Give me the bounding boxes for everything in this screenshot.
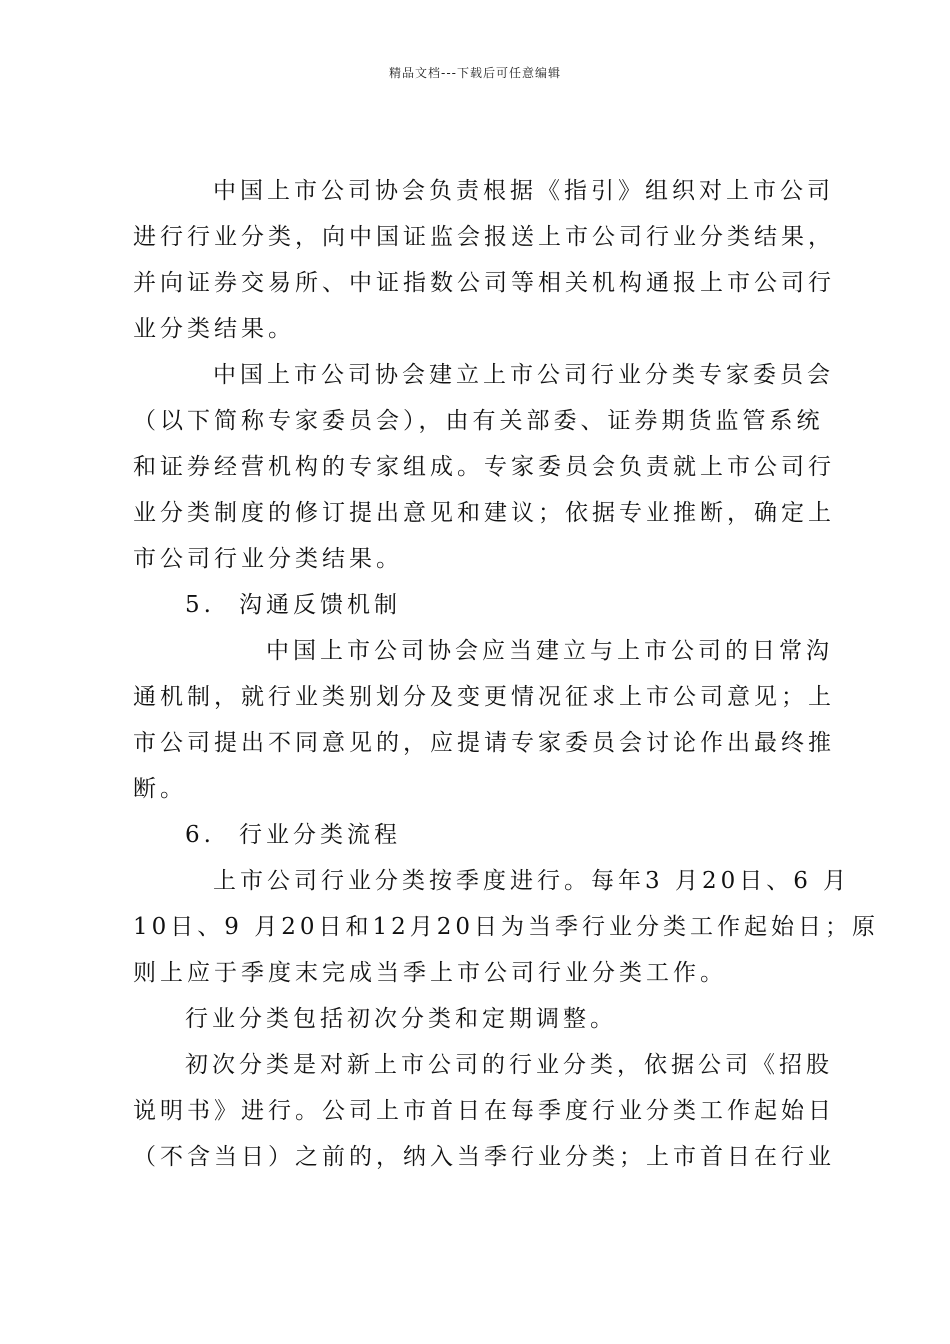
paragraph-line: 说明书》进行。公司上市首日在每季度行业分类工作起始日 [133, 1098, 835, 1124]
paragraph-line: 初次分类是对新上市公司的行业分类，依据公司《招股 [185, 1052, 833, 1078]
paragraph-line: 通机制，就行业类别划分及变更情况征求上市公司意见；上 [133, 684, 835, 710]
section-title: 行业分类流程 [239, 822, 401, 848]
section-number: 5. [185, 592, 215, 618]
paragraph-line: 上市公司行业分类按季度进行。每年3 月20日、6 月 [213, 868, 851, 894]
section-number: 6. [185, 822, 215, 848]
paragraph-line: 10日、9 月20日和12月20日为当季行业分类工作起始日；原 [133, 914, 880, 940]
paragraph-line: 业分类结果。 [133, 316, 295, 342]
paragraph-line: 进行行业分类，向中国证监会报送上市公司行业分类结果， [133, 224, 835, 250]
section-title: 沟通反馈机制 [239, 592, 401, 618]
paragraph-line: （不含当日）之前的，纳入当季行业分类；上市首日在行业 [133, 1144, 835, 1170]
paragraph-line: 行业分类包括初次分类和定期调整。 [185, 1006, 617, 1032]
paragraph-line: 市公司行业分类结果。 [133, 546, 403, 572]
paragraph-line: 则上应于季度末完成当季上市公司行业分类工作。 [133, 960, 727, 986]
document-body [133, 168, 880, 1180]
page-header: 精品文档---下载后可任意编辑 [389, 66, 561, 80]
paragraph-line: 业分类制度的修订提出意见和建议；依据专业推断，确定上 [133, 500, 835, 526]
paragraph-line: 和证券经营机构的专家组成。专家委员会负责就上市公司行 [133, 454, 835, 480]
paragraph-line: 断。 [133, 776, 187, 802]
paragraph-line: 中国上市公司协会负责根据《指引》组织对上市公司 [213, 178, 834, 204]
paragraph-line: 中国上市公司协会应当建立与上市公司的日常沟 [266, 638, 833, 664]
section-heading-6 [133, 812, 823, 858]
paragraph-line: 并向证券交易所、中证指数公司等相关机构通报上市公司行 [133, 270, 835, 296]
section-heading-5 [133, 582, 823, 628]
paragraph-line: 市公司提出不同意见的，应提请专家委员会讨论作出最终推 [133, 730, 835, 756]
paragraph-line: 中国上市公司协会建立上市公司行业分类专家委员会 [213, 362, 834, 388]
paragraph-line: （以下简称专家委员会），由有关部委、证券期货监管系统 [133, 408, 824, 434]
